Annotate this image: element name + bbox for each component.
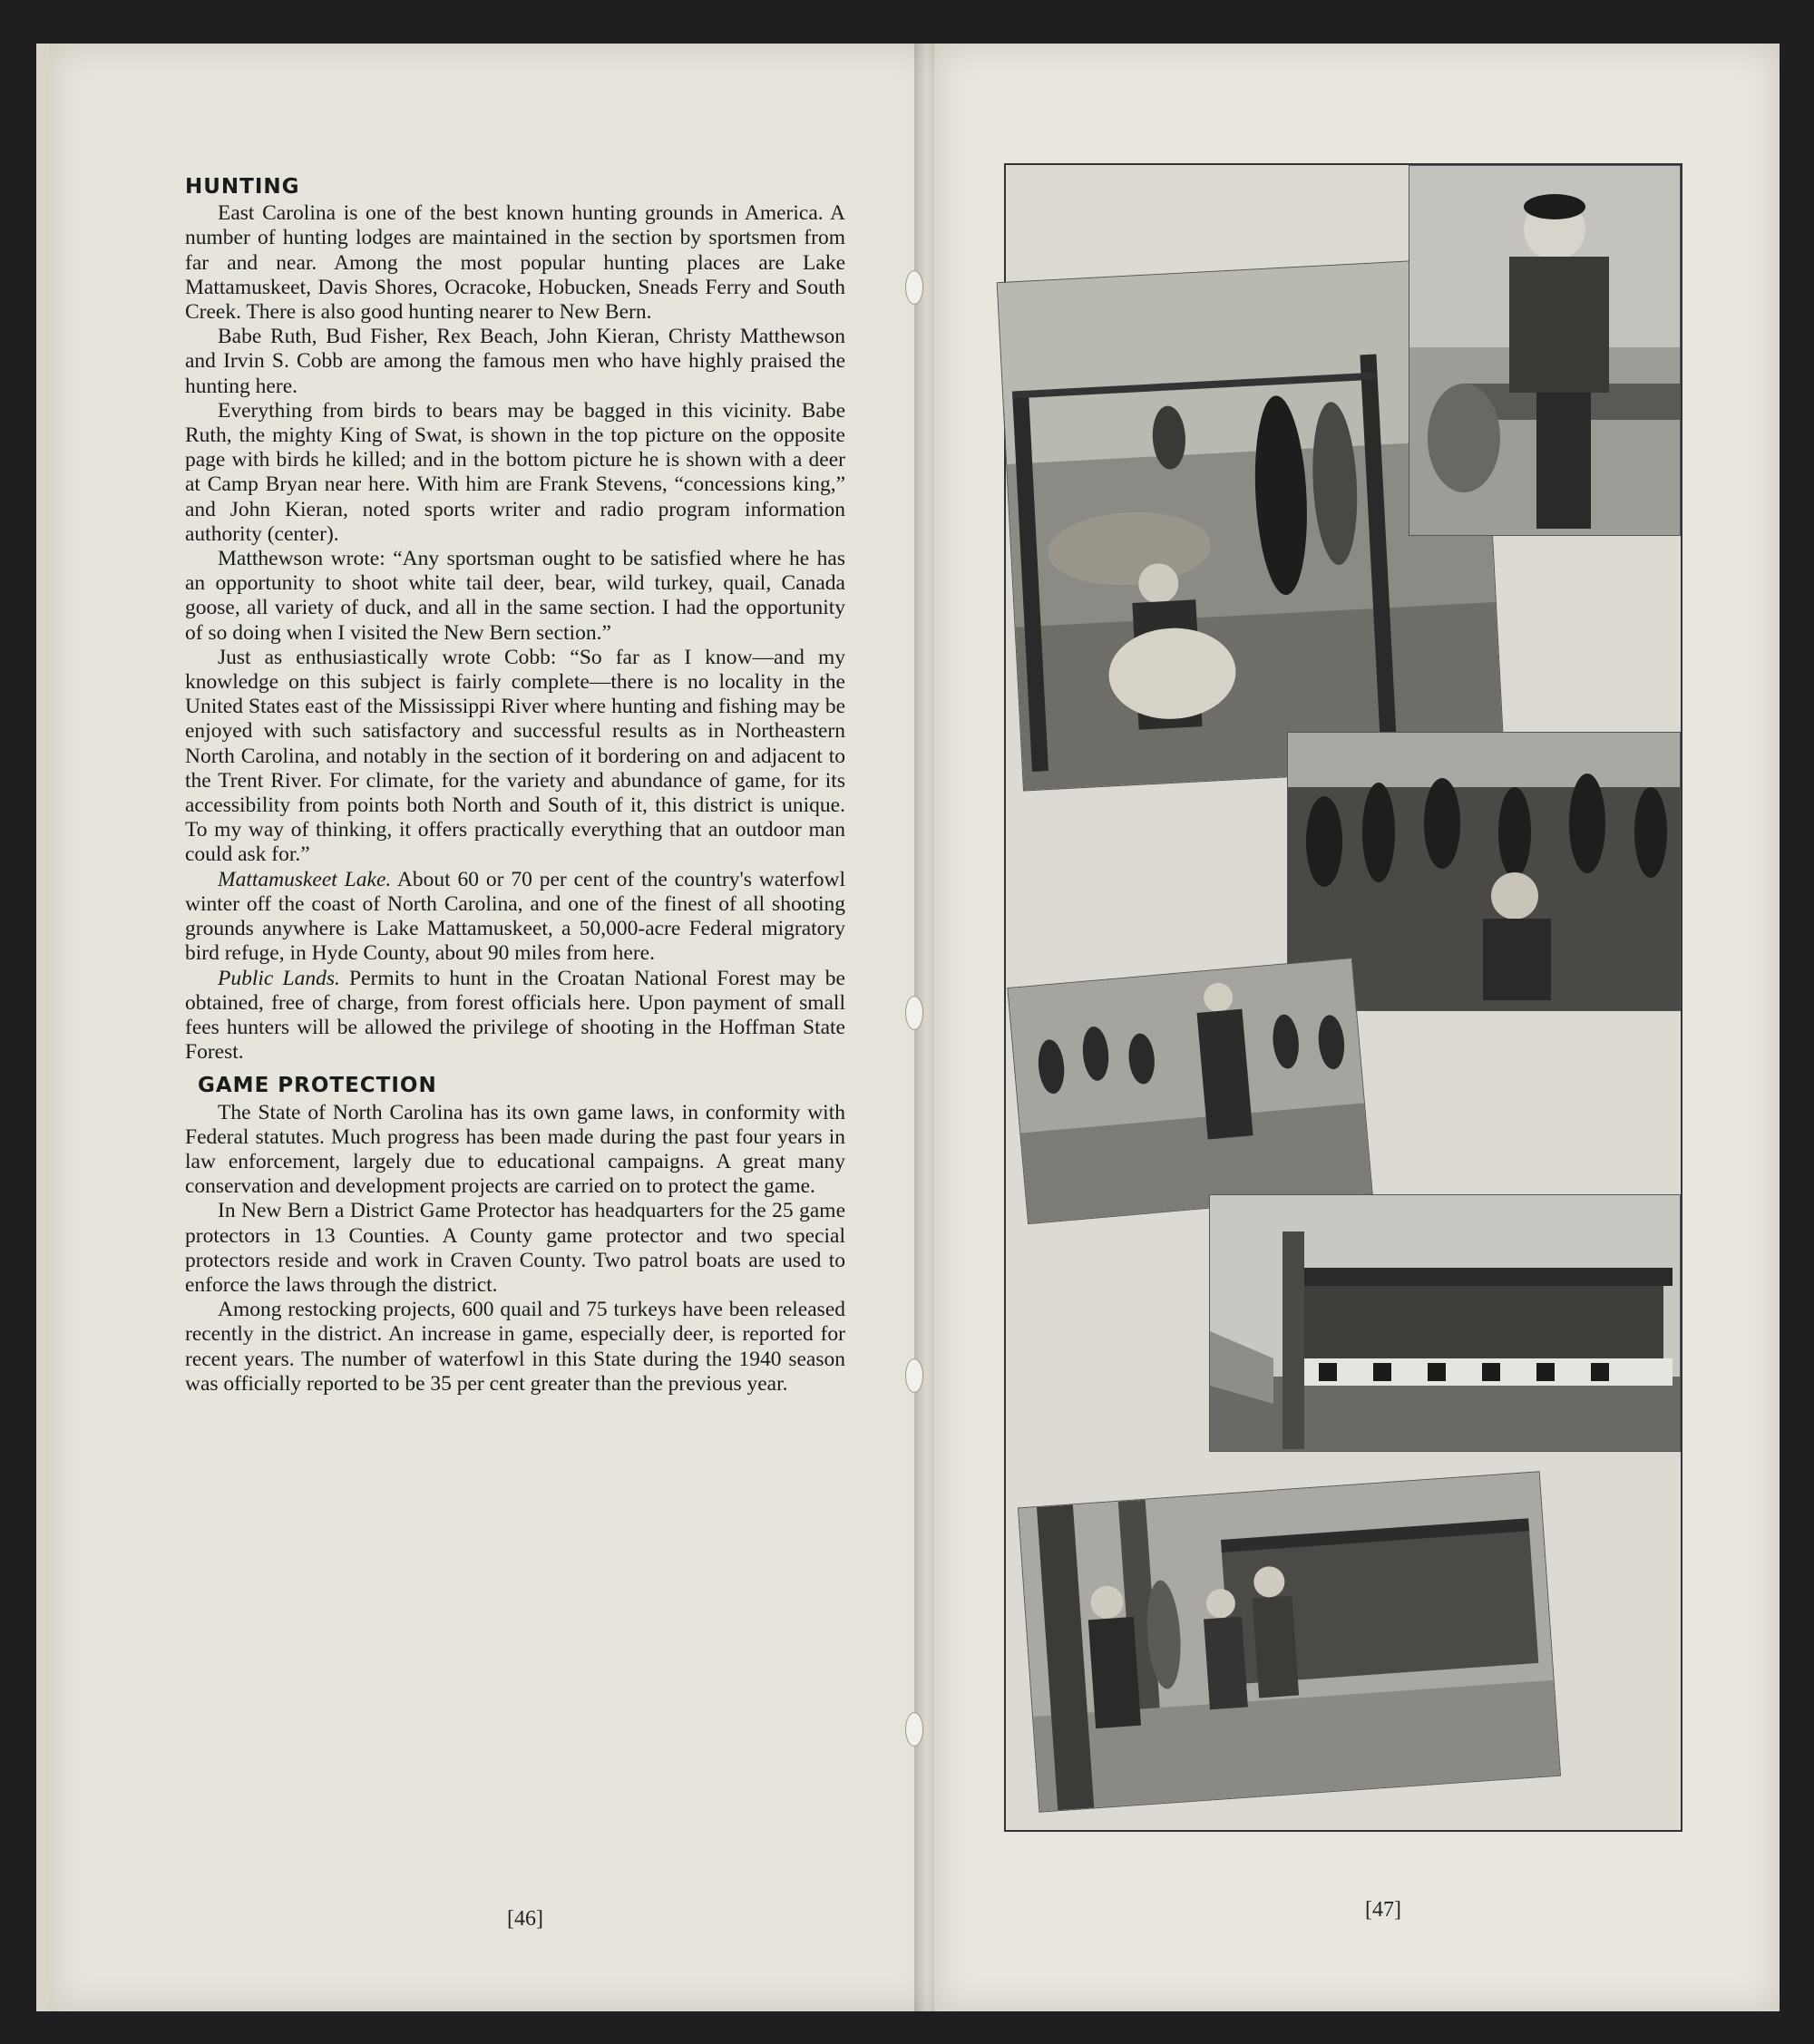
paragraph: Everything from birds to bears may be bagged in this vicinity. Babe Ruth, the mighty King of Swat, is shown in the top picture on the opposite page with birds he killed; and in the bottom picture he is shown with a deer at Camp Bryan near here. With him are Frank Stevens, “concessions king,” and John Kieran, noted sports writer and radio program information authority (center). <box>185 398 845 546</box>
paragraph-mattamuskeet <box>185 868 845 967</box>
paragraph: In New Bern a District Game Protector has headquarters for the 25 game protectors in 13 Counties. A County game protector and two special protectors reside and work in Craven County. Two patrol boats are used to enforce the laws through the district. <box>185 1199 845 1297</box>
page-number-right: [47] <box>1365 1898 1401 1922</box>
photo-seated-hunter <box>1409 165 1681 536</box>
mattamuskeet-label: Mattamuskeet Lake. <box>218 867 392 891</box>
paragraph: Among restocking projects, 600 quail and 75 turkeys have been released recently in the district. An increase in game, especially deer, is reported for recent years. The number of waterfowl in this State during the 1940 season was officially reported to be 35 per cent greater than the previous year. <box>185 1298 845 1396</box>
paragraph: East Carolina is one of the best known hunting grounds in America. A number of hunting lodges are maintained in the section by sportsmen from far and near. Among the most popular hunting places are Lake Mattamuskeet, Davis Shores, Ocracoke, Hobucken, Sneads Ferry and South Creek. There is also good hunting nearer to New Bern. <box>185 201 845 325</box>
paragraph-public-lands <box>185 967 845 1066</box>
binding-hole <box>905 1358 923 1393</box>
public-lands-label: Public Lands. <box>218 966 340 990</box>
photo-rifle-hunter <box>1007 958 1372 1224</box>
photo-houseboat <box>1209 1194 1681 1452</box>
binding-hole <box>905 996 923 1030</box>
left-page <box>36 44 938 2011</box>
heading-game-protection: GAME PROTECTION <box>198 1074 437 1098</box>
paragraph: Just as enthusiastically wrote Cobb: “So far as I know—and my knowledge on this subject is fairly complete—there is no locality in the United States east of the Mississippi River where hunting and fishing may be enjoyed with such satisfactory and successful results as in Northeastern North Carolina, and notably in the section of it bordering on and adjacent to the Trent River. For climate, for the variety and abundance of game, for its accessibility from points both North and South of it, this district is unique. To my way of thinking, it offers practically everything that an outdoor man could ask for.” <box>185 645 845 867</box>
heading-hunting: HUNTING <box>185 175 300 199</box>
article-column <box>185 175 845 1397</box>
mattamuskeet-text: About 60 or 70 per cent of the country's waterfowl winter off the coast of North Carolina, and one of the finest of all shooting grounds anywhere is Lake Mattamuskeet, a 50,000-acre Federal migratory bird refuge, in Hyde County, about 90 miles from here. <box>185 867 845 966</box>
page-number-left: [46] <box>507 1907 543 1931</box>
paragraph: Matthewson wrote: “Any sportsman ought to be satisfied where he has an opportunity to shoot white tail deer, bear, wild turkey, quail, Canada goose, all variety of duck, and all in the same section. I had the opportunity of so doing when I visited the New Bern section.” <box>185 547 845 645</box>
photo-hunters-with-deer <box>1018 1471 1561 1812</box>
paragraph: The State of North Carolina has its own game laws, in conformity with Federal statutes. Much progress has been made during the past four years in law enforcement, largely due to educational campaigns. A great many conservation and development projects are carried on to protect the game. <box>185 1100 845 1199</box>
binding-hole <box>905 270 923 305</box>
public-lands-text: Permits to hunt in the Croatan National Forest may be obtained, free of charge, from forest officials here. Upon payment of small fees hunters will be allowed the privilege of shooting in the Hoffman State Forest. <box>185 966 845 1065</box>
paragraph: Babe Ruth, Bud Fisher, Rex Beach, John Kieran, Christy Matthewson and Irvin S. Cobb are among the famous men who have highly praised the hunting here. <box>185 325 845 398</box>
binding-hole <box>905 1712 923 1747</box>
photo-collage <box>1004 163 1682 1832</box>
